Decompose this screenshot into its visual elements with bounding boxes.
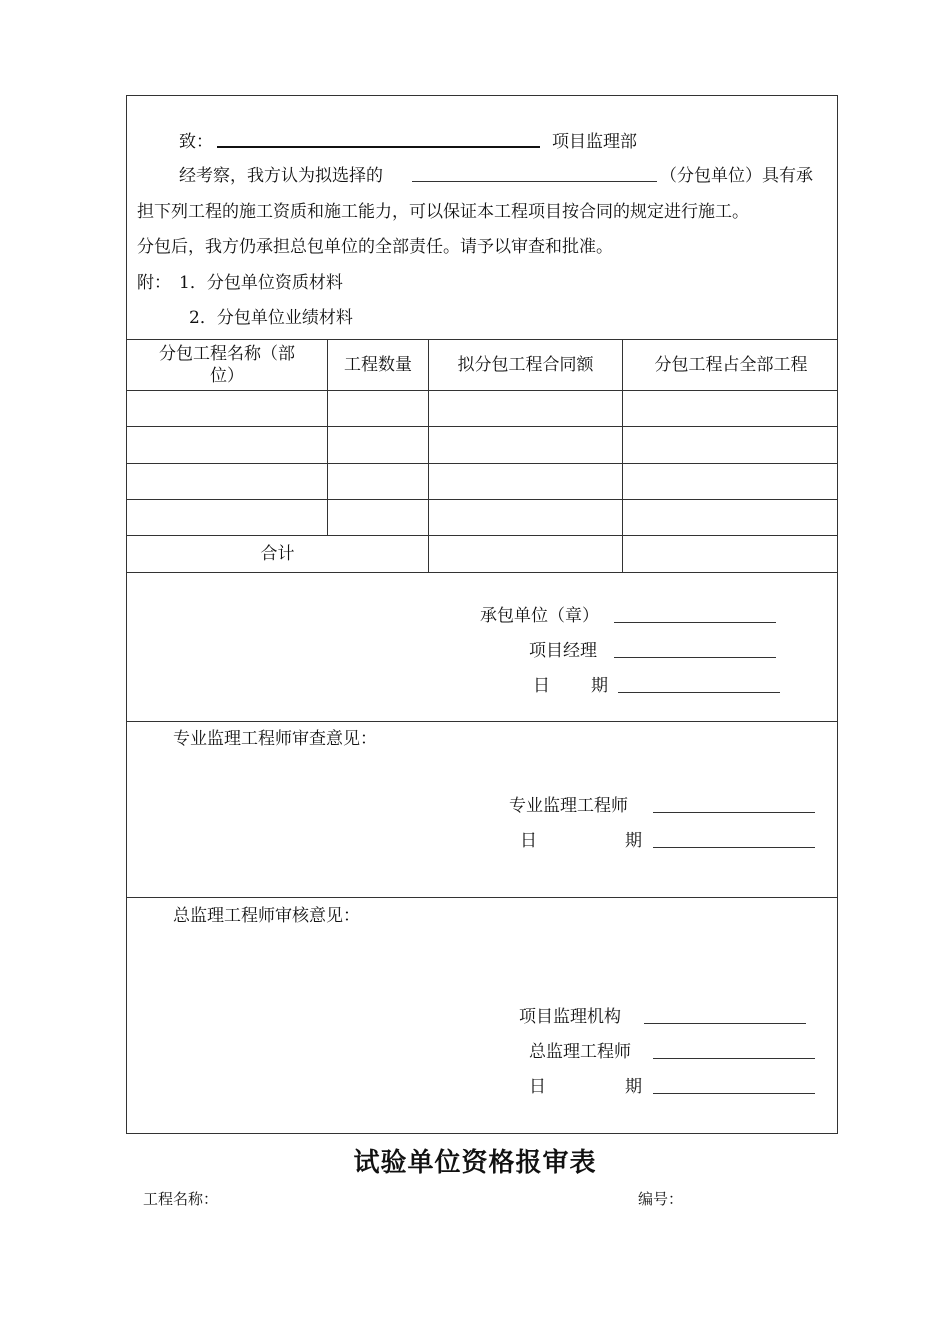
subcontractor-blank-field[interactable] [412,181,657,182]
to-blank-field[interactable] [217,146,540,148]
table-cell-quantity-row3[interactable] [328,464,428,499]
project-manager-label: 项目经理 [529,641,597,661]
chief-opinion-label: 总监理工程师审核意见： [173,906,360,926]
chief-date-label-period: 期 [625,1077,642,1097]
specialist-engineer-label: 专业监理工程师 [509,796,628,816]
section-divider [127,721,837,722]
table-cell-quantity-row1[interactable] [328,391,428,426]
to-label: 致： [179,132,213,152]
specialist-date-label-period: 期 [625,831,642,851]
letter-line1-prefix: 经考察，我方认为拟选择的 [179,166,383,186]
table-cell-name-row2[interactable] [127,427,327,463]
total-percentage-cell[interactable] [623,536,839,572]
header-quantity: 工程数量 [344,355,412,375]
chief-opinion-field[interactable] [137,931,827,991]
header-percentage: 分包工程占全部工程 [654,355,808,375]
table-cell-percentage-row3[interactable] [623,464,839,499]
form-title: 试验单位资格报审表 [353,1148,597,1178]
letter-line3: 分包后，我方仍承担总包单位的全部责任。请予以审查和批准。 [137,237,613,257]
table-cell-quantity-row2[interactable] [328,427,428,463]
contractor-unit-field[interactable] [614,622,776,623]
attachments-label: 附： [137,273,171,293]
table-cell-percentage-row2[interactable] [623,427,839,463]
contractor-date-label-day: 日 [533,676,550,696]
total-amount-cell[interactable] [429,536,622,572]
table-bottom-border [127,572,837,573]
table-cell-amount-row4[interactable] [429,500,622,535]
header-contract-amount: 拟分包工程合同额 [457,355,594,375]
specialist-date-label-day: 日 [520,831,537,851]
specialist-opinion-label: 专业监理工程师审查意见： [173,729,377,749]
table-cell-amount-row3[interactable] [429,464,622,499]
supervision-org-field[interactable] [644,1023,806,1024]
chief-date-label-day: 日 [529,1077,546,1097]
table-cell-name-row4[interactable] [127,500,327,535]
header-name-line1: 分包工程名称（部 [159,344,295,364]
letter-line2: 担下列工程的施工资质和施工能力，可以保证本工程项目按合同的规定进行施工。 [137,202,749,222]
application-form [126,95,838,1134]
table-cell-name-row3[interactable] [127,464,327,499]
table-cell-percentage-row1[interactable] [623,391,839,426]
header-name-line2: 位） [210,366,244,386]
table-cell-name-row1[interactable] [127,391,327,426]
project-manager-field[interactable] [614,657,776,658]
chief-engineer-field[interactable] [653,1058,815,1059]
to-suffix: 项目监理部 [552,132,637,152]
contractor-unit-label: 承包单位（章） [480,606,599,626]
header-subcontract-name [127,340,327,390]
table-cell-percentage-row4[interactable] [623,500,839,535]
supervision-org-label: 项目监理机构 [519,1007,621,1027]
contractor-date-field[interactable] [618,692,780,693]
table-cell-quantity-row4[interactable] [328,500,428,535]
total-label: 合计 [260,544,295,564]
section-divider [127,897,837,898]
specialist-date-field[interactable] [653,847,815,848]
attachment-item-1: 1．分包单位资质材料 [179,273,343,293]
form-number-label: 编号： [638,1190,684,1208]
letter-line1-suffix: （分包单位）具有承 [660,166,813,186]
contractor-date-label-period: 期 [591,676,608,696]
table-cell-amount-row2[interactable] [429,427,622,463]
table-cell-amount-row1[interactable] [429,391,622,426]
chief-engineer-label: 总监理工程师 [529,1042,631,1062]
attachment-item-2: 2．分包单位业绩材料 [189,308,353,328]
chief-date-field[interactable] [653,1093,815,1094]
specialist-opinion-field[interactable] [137,751,827,781]
project-name-label: 工程名称： [143,1190,219,1208]
specialist-engineer-field[interactable] [653,812,815,813]
